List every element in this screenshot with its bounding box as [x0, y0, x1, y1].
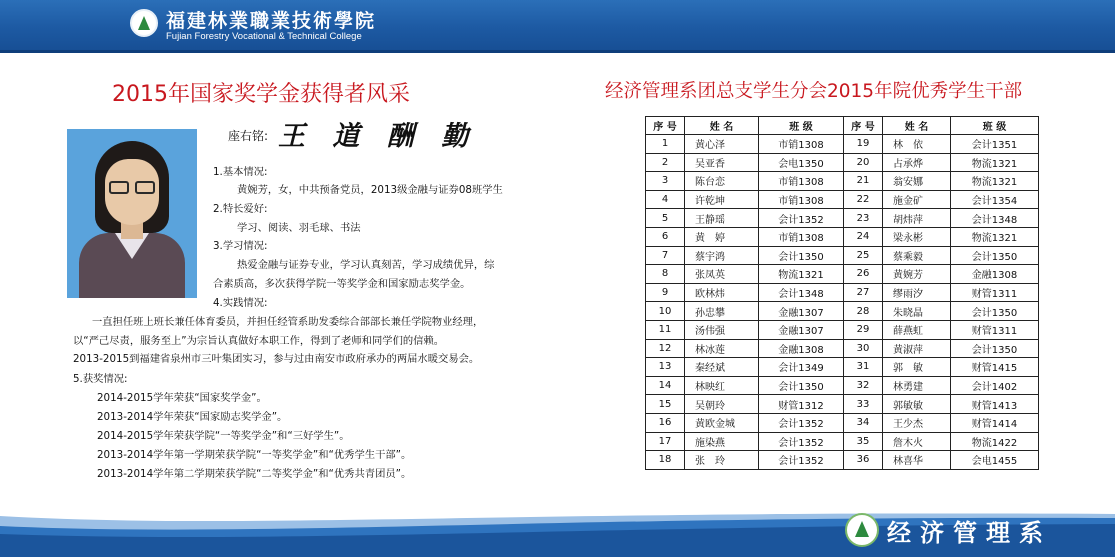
table-cell-name: 张 玲 [685, 451, 759, 470]
table-cell-cls: 物流1321 [951, 227, 1039, 246]
table-cell-name: 薛燕虹 [883, 320, 951, 339]
table-cell-name: 孙忠攀 [685, 302, 759, 321]
table-cell-cls: 会计1350 [759, 376, 844, 395]
table-cell-name: 胡炜萍 [883, 209, 951, 228]
table-cell-cls: 会计1351 [951, 135, 1039, 154]
table-cell-index: 17 [646, 432, 685, 451]
table-cell-index: 11 [646, 320, 685, 339]
table-cell-name: 吴亚香 [685, 153, 759, 172]
table-cell-index: 10 [646, 302, 685, 321]
table-cell-name: 秦经斌 [685, 358, 759, 377]
info-line: 以“严己尽责，服务至上”为宗旨认真做好本职工作，得到了老师和同学们的信赖。 [73, 335, 445, 347]
table-cell-cls: 物流1321 [951, 172, 1039, 191]
table-cell-index: 35 [844, 432, 883, 451]
table-cell-cls: 物流1321 [951, 153, 1039, 172]
section-heading: 2.特长爱好: [213, 203, 268, 215]
column-header: 姓 名 [685, 117, 759, 135]
table-cell-name: 郭 敏 [883, 358, 951, 377]
table-row [646, 432, 1039, 451]
table-row [646, 209, 1039, 228]
table-cell-index: 15 [646, 395, 685, 414]
table-cell-cls: 金融1308 [759, 339, 844, 358]
table-cell-cls: 会计1352 [759, 451, 844, 470]
table-cell-index: 13 [646, 358, 685, 377]
table-cell-name: 梁永彬 [883, 227, 951, 246]
table-cell-cls: 市销1308 [759, 135, 844, 154]
table-cell-cls: 财管1311 [951, 283, 1039, 302]
info-line: 一直担任班上班长兼任体育委员，并担任经管系助发委综合部部长兼任学院物业经理， [92, 316, 484, 328]
table-cell-index: 32 [844, 376, 883, 395]
motto-label: 座右铭: [228, 129, 269, 143]
table-cell-name: 施金矿 [883, 190, 951, 209]
table-cell-index: 3 [646, 172, 685, 191]
table-cell-cls: 财管1413 [951, 395, 1039, 414]
table-cell-cls: 财管1415 [951, 358, 1039, 377]
table-cell-index: 21 [844, 172, 883, 191]
table-cell-index: 12 [646, 339, 685, 358]
table-header-row [646, 117, 1039, 135]
table-cell-index: 34 [844, 413, 883, 432]
table-cell-cls: 市销1308 [759, 172, 844, 191]
table-cell-name: 王静瑶 [685, 209, 759, 228]
table-cell-name: 朱晓晶 [883, 302, 951, 321]
table-cell-index: 20 [844, 153, 883, 172]
table-cell-cls: 会电1350 [759, 153, 844, 172]
table-cell-cls: 会电1455 [951, 451, 1039, 470]
table-cell-cls: 财管1311 [951, 320, 1039, 339]
table-cell-index: 14 [646, 376, 685, 395]
table-cell-index: 4 [646, 190, 685, 209]
table-cell-index: 8 [646, 265, 685, 284]
table-cell-cls: 会计1350 [759, 246, 844, 265]
table-cell-cls: 会计1352 [759, 413, 844, 432]
table-cell-name: 黄淑萍 [883, 339, 951, 358]
table-cell-name: 蔡乘毅 [883, 246, 951, 265]
award-line: 2013-2014学年第二学期荣获学院“二等奖学金”和“优秀共青团员”。 [97, 468, 412, 480]
section-heading: 5.获奖情况: [73, 373, 128, 385]
table-cell-cls: 会计1352 [759, 432, 844, 451]
table-cell-index: 25 [844, 246, 883, 265]
table-row [646, 135, 1039, 154]
table-cell-name: 黄 婷 [685, 227, 759, 246]
table-cell-name: 缪雨汐 [883, 283, 951, 302]
student-photo [67, 129, 197, 298]
table-cell-cls: 财管1312 [759, 395, 844, 414]
table-cell-cls: 金融1307 [759, 320, 844, 339]
table-row [646, 302, 1039, 321]
table-cell-cls: 财管1414 [951, 413, 1039, 432]
table-cell-name: 陈台恋 [685, 172, 759, 191]
table-cell-name: 蔡宇鸿 [685, 246, 759, 265]
info-line: 2013-2015到福建省泉州市三叶集团实习，参与过由南安市政府承办的两届水暖交易会。 [73, 353, 480, 365]
table-cell-name: 林勇建 [883, 376, 951, 395]
school-logo-icon [130, 9, 158, 37]
table-cell-index: 5 [646, 209, 685, 228]
table-cell-cls: 会计1350 [951, 302, 1039, 321]
table-cell-name: 詹木火 [883, 432, 951, 451]
table-cell-cls: 物流1422 [951, 432, 1039, 451]
table-cell-name: 吴朝玲 [685, 395, 759, 414]
table-row [646, 153, 1039, 172]
table-cell-cls: 会计1350 [951, 339, 1039, 358]
table-cell-index: 19 [844, 135, 883, 154]
table-cell-name: 林 依 [883, 135, 951, 154]
table-cell-name: 林冰莲 [685, 339, 759, 358]
table-row [646, 172, 1039, 191]
table-cell-cls: 会计1349 [759, 358, 844, 377]
table-cell-name: 汤伟强 [685, 320, 759, 339]
info-line: 学习、阅读、羽毛球、书法 [237, 222, 361, 234]
section-heading: 1.基本情况: [213, 166, 268, 178]
table-cell-cls: 市销1308 [759, 190, 844, 209]
section-heading: 4.实践情况: [213, 297, 268, 309]
table-cell-cls: 会计1402 [951, 376, 1039, 395]
table-cell-index: 26 [844, 265, 883, 284]
table-cell-name: 施染燕 [685, 432, 759, 451]
table-row [646, 376, 1039, 395]
table-row [646, 413, 1039, 432]
table-cell-index: 30 [844, 339, 883, 358]
table-cell-cls: 会计1348 [951, 209, 1039, 228]
table-cell-cls: 金融1308 [951, 265, 1039, 284]
table-cell-name: 郭敏敏 [883, 395, 951, 414]
info-line: 黄婉芳，女，中共预备党员，2013级金融与证券08班学生 [237, 184, 503, 196]
table-cell-name: 许乾坤 [685, 190, 759, 209]
table-cell-cls: 会计1354 [951, 190, 1039, 209]
table-row [646, 227, 1039, 246]
table-cell-index: 31 [844, 358, 883, 377]
table-cell-index: 27 [844, 283, 883, 302]
table-cell-name: 黄欧金城 [685, 413, 759, 432]
table-cell-index: 9 [646, 283, 685, 302]
department-logo-icon [845, 513, 879, 547]
table-cell-name: 黄心泽 [685, 135, 759, 154]
table-cell-index: 24 [844, 227, 883, 246]
table-cell-index: 16 [646, 413, 685, 432]
award-line: 2013-2014学年第一学期荣获学院“一等奖学金”和“优秀学生干部”。 [97, 449, 412, 461]
column-header: 序 号 [646, 117, 685, 135]
table-cell-cls: 会计1348 [759, 283, 844, 302]
section-heading: 3.学习情况: [213, 240, 268, 252]
table-cell-cls: 市销1308 [759, 227, 844, 246]
table-row [646, 395, 1039, 414]
table-cell-name: 张凤英 [685, 265, 759, 284]
award-line: 2014-2015学年荣获“国家奖学金”。 [97, 392, 267, 404]
header-divider [0, 50, 1115, 53]
table-cell-cls: 会计1352 [759, 209, 844, 228]
school-name-cn: 福建林業職業技術學院 [166, 10, 377, 32]
department-name: 经济管理系 [887, 519, 1052, 547]
table-cell-cls: 会计1350 [951, 246, 1039, 265]
school-name-en: Fujian Forestry Vocational & Technical College [166, 31, 362, 42]
table-row [646, 246, 1039, 265]
table-cell-name: 欧林炜 [685, 283, 759, 302]
cadres-title: 经济管理系团总支学生分会2015年院优秀学生干部 [605, 81, 1023, 102]
cadres-table [645, 116, 1039, 470]
award-line: 2013-2014学年荣获“国家励志奖学金”。 [97, 411, 288, 423]
table-cell-name: 王少杰 [883, 413, 951, 432]
table-cell-index: 23 [844, 209, 883, 228]
table-cell-index: 7 [646, 246, 685, 265]
table-cell-name: 林映红 [685, 376, 759, 395]
table-row [646, 451, 1039, 470]
info-line: 热爱金融与证券专业，学习认真刻苦，学习成绩优异，综 [237, 259, 495, 271]
table-cell-index: 36 [844, 451, 883, 470]
award-line: 2014-2015学年荣获学院“一等奖学金”和“三好学生”。 [97, 430, 350, 442]
info-line: 合素质高，多次获得学院一等奖学金和国家励志奖学金。 [213, 278, 471, 290]
table-cell-index: 22 [844, 190, 883, 209]
table-row [646, 358, 1039, 377]
column-header: 班 级 [759, 117, 844, 135]
table-cell-index: 29 [844, 320, 883, 339]
table-cell-index: 6 [646, 227, 685, 246]
column-header: 序 号 [844, 117, 883, 135]
table-cell-cls: 金融1307 [759, 302, 844, 321]
table-row [646, 190, 1039, 209]
table-cell-name: 翁安娜 [883, 172, 951, 191]
table-row [646, 283, 1039, 302]
table-cell-index: 1 [646, 135, 685, 154]
column-header: 班 级 [951, 117, 1039, 135]
table-cell-index: 28 [844, 302, 883, 321]
column-header: 姓 名 [883, 117, 951, 135]
table-cell-index: 33 [844, 395, 883, 414]
scholarship-title: 2015年国家奖学金获得者风采 [112, 82, 410, 107]
table-cell-cls: 物流1321 [759, 265, 844, 284]
table-cell-name: 黄婉芳 [883, 265, 951, 284]
table-cell-name: 占承烨 [883, 153, 951, 172]
motto-text: 王 道 酬 勤 [278, 121, 478, 152]
table-cell-index: 2 [646, 153, 685, 172]
table-row [646, 320, 1039, 339]
table-cell-name: 林喜华 [883, 451, 951, 470]
table-row [646, 265, 1039, 284]
table-row [646, 339, 1039, 358]
table-cell-index: 18 [646, 451, 685, 470]
